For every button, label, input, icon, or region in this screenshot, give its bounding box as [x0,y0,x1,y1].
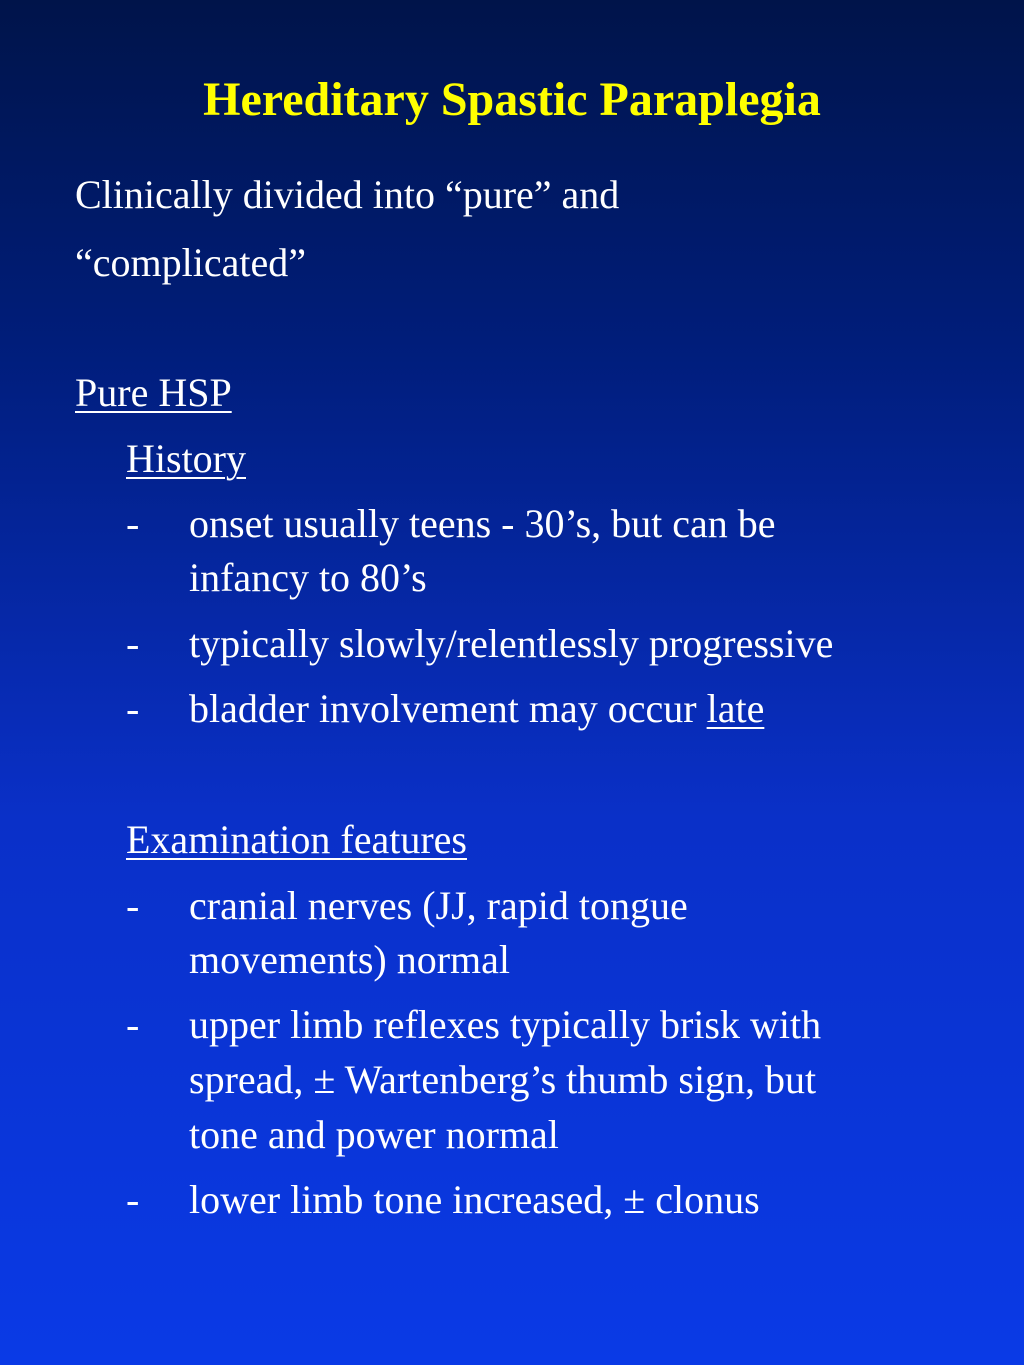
history-heading: History [126,436,246,481]
bullet-dash: - [126,621,140,666]
exam-item-1-line-1: cranial nerves (JJ, rapid tongue [189,883,688,928]
history-item-3-text: bladder involvement may occur [189,686,707,731]
history-item-2: typically slowly/relentlessly progressive [189,621,834,666]
bullet-dash: - [126,686,140,731]
exam-item-2-line-1: upper limb reflexes typically brisk with [189,1002,822,1047]
exam-item-1-line-2: movements) normal [189,937,511,982]
bullet-dash: - [126,501,140,546]
history-item-3 [189,682,764,736]
pure-hsp-heading: Pure HSP [75,370,232,415]
bullet-dash: - [126,883,140,928]
history-item-1-line-1: onset usually teens - 30’s, but can be [189,501,776,546]
intro-line-2: “complicated” [75,240,306,285]
history-item-1-line-2: infancy to 80’s [189,555,427,600]
examination-heading: Examination features [126,817,467,862]
history-item-3-underlined-word: late [706,686,765,731]
bullet-dash: - [126,1002,140,1047]
bullet-dash: - [126,1177,140,1222]
exam-item-3: lower limb tone increased, ± clonus [189,1177,760,1222]
exam-item-2-line-2: spread, ± Wartenberg’s thumb sign, but [189,1057,817,1102]
exam-item-2-line-3: tone and power normal [189,1112,559,1157]
slide-title: Hereditary Spastic Paraplegia [203,73,821,126]
intro-line-1: Clinically divided into “pure” and [75,172,620,217]
